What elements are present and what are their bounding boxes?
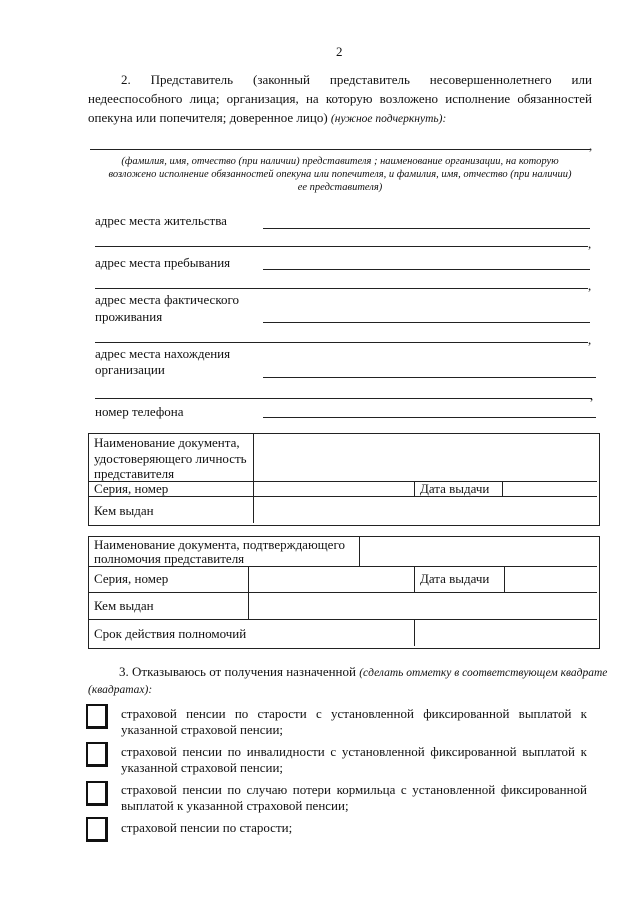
table2-doc-name-line1: Наименование документа, подтверждающего [94, 537, 345, 552]
authority-document-table [88, 536, 600, 649]
page-number: 2 [336, 44, 343, 59]
table2-vdivider2 [414, 566, 415, 592]
caption-line1: (фамилия, имя, отчество (при наличии) представителя ; наименование организации, на которую [121, 156, 559, 167]
section3-intro [119, 664, 607, 681]
option-disability-fixed-checkbox[interactable] [86, 742, 108, 767]
org-address-label-line2: организации [95, 362, 165, 377]
table1-date-value[interactable] [503, 482, 597, 496]
comma: , [588, 332, 592, 347]
table1-doc-name-line3: представителя [94, 466, 175, 481]
option2-line1: страховой пенсии по инвалидности с установленной фиксированной выплатой к [121, 744, 587, 759]
table1-series-value[interactable] [254, 482, 414, 496]
table2-date-label: Дата выдачи [420, 571, 490, 586]
residence-address-line2[interactable] [95, 246, 588, 247]
section2-word1: Представитель [150, 72, 234, 87]
identity-document-table [88, 433, 600, 526]
table1-date-label: Дата выдачи [420, 481, 490, 496]
table1-doc-name-line2: удостоверяющего личность [94, 451, 247, 466]
comma: , [590, 388, 594, 403]
section3-intro-text: 3. Отказываюсь от получения назначенной [119, 664, 356, 679]
option4-line1: страховой пенсии по старости; [121, 820, 293, 835]
option3-line1: страховой пенсии по случаю потери кормильца с установленной фиксированной [121, 782, 587, 797]
table2-series-value[interactable] [249, 567, 414, 592]
option-old-age-fixed-checkbox[interactable] [86, 704, 108, 729]
option1-line2: указанной страховой пенсии; [121, 722, 284, 737]
residence-address-label: адрес места жительства [95, 213, 227, 228]
option-survivor-fixed-checkbox[interactable] [86, 781, 108, 806]
table2-issued-by-value[interactable] [249, 593, 597, 619]
table2-doc-name-value[interactable] [360, 537, 597, 566]
table1-issued-by-label: Кем выдан [94, 503, 154, 518]
actual-address-label-line1: адрес места фактического [95, 292, 239, 307]
stay-address-label: адрес места пребывания [95, 255, 231, 270]
section2-line3-note: (нужное подчеркнуть): [330, 113, 447, 125]
representative-name-line[interactable] [90, 149, 590, 150]
org-address-line1[interactable] [263, 377, 596, 378]
org-address-label-line1: адрес места нахождения [95, 346, 231, 361]
table1-issued-by-value[interactable] [254, 497, 597, 523]
comma: , [588, 278, 592, 293]
section2-word5: или [571, 72, 592, 87]
caption-line3: ее представителя) [297, 182, 383, 193]
section2-line3-text: опекуна или попечителя; доверенное лицо) [88, 110, 328, 125]
actual-address-line2[interactable] [95, 342, 588, 343]
section2-word3: представитель [329, 72, 410, 87]
option-old-age-checkbox[interactable] [86, 817, 108, 842]
stay-address-line1[interactable] [263, 269, 590, 270]
stay-address-line2[interactable] [95, 288, 588, 289]
section2-line2: недееспособного лица; организация, на которую возложено исполнение обязанностей [88, 91, 592, 106]
comma: , [589, 138, 593, 153]
residence-address-line1[interactable] [263, 228, 590, 229]
phone-label: номер телефона [95, 404, 184, 419]
option2-line2: указанной страховой пенсии; [121, 760, 284, 775]
table2-date-value[interactable] [505, 567, 597, 592]
table1-vdivider2 [414, 481, 415, 496]
actual-address-line1[interactable] [263, 322, 590, 323]
table2-validity-label: Срок действия полномочий [94, 626, 247, 641]
section2-word2: (законный [252, 72, 310, 87]
option3-line2: выплатой к указанной страховой пенсии; [121, 798, 349, 813]
section3-intro-note: (сделать отметку в соответствующем квадрате [359, 667, 608, 679]
section2-line1 [121, 72, 592, 88]
section3-intro-note2: (квадратах): [88, 684, 153, 696]
section2-line3 [88, 110, 446, 127]
phone-line[interactable] [263, 417, 596, 418]
comma: , [588, 236, 592, 251]
table2-validity-value[interactable] [415, 620, 597, 646]
section2-number: 2. [121, 72, 131, 87]
table2-series-label: Серия, номер [94, 571, 169, 586]
org-address-line2[interactable] [95, 398, 592, 399]
actual-address-label-line2: проживания [95, 309, 163, 324]
caption-line2: возложено исполнение обязанностей опекуна или попечителя, и фамилия, имя, отчество (при наличии) [108, 169, 572, 180]
table2-doc-name-line2: полномочия представителя [94, 551, 245, 566]
table1-series-label: Серия, номер [94, 481, 169, 496]
table1-doc-name-line1: Наименование документа, [94, 435, 240, 450]
option1-line1: страховой пенсии по старости с установленной фиксированной выплатой к [121, 706, 587, 721]
table1-doc-name-value[interactable] [254, 434, 597, 481]
section2-word4: несовершеннолетнего [429, 72, 552, 87]
table2-issued-by-label: Кем выдан [94, 598, 154, 613]
